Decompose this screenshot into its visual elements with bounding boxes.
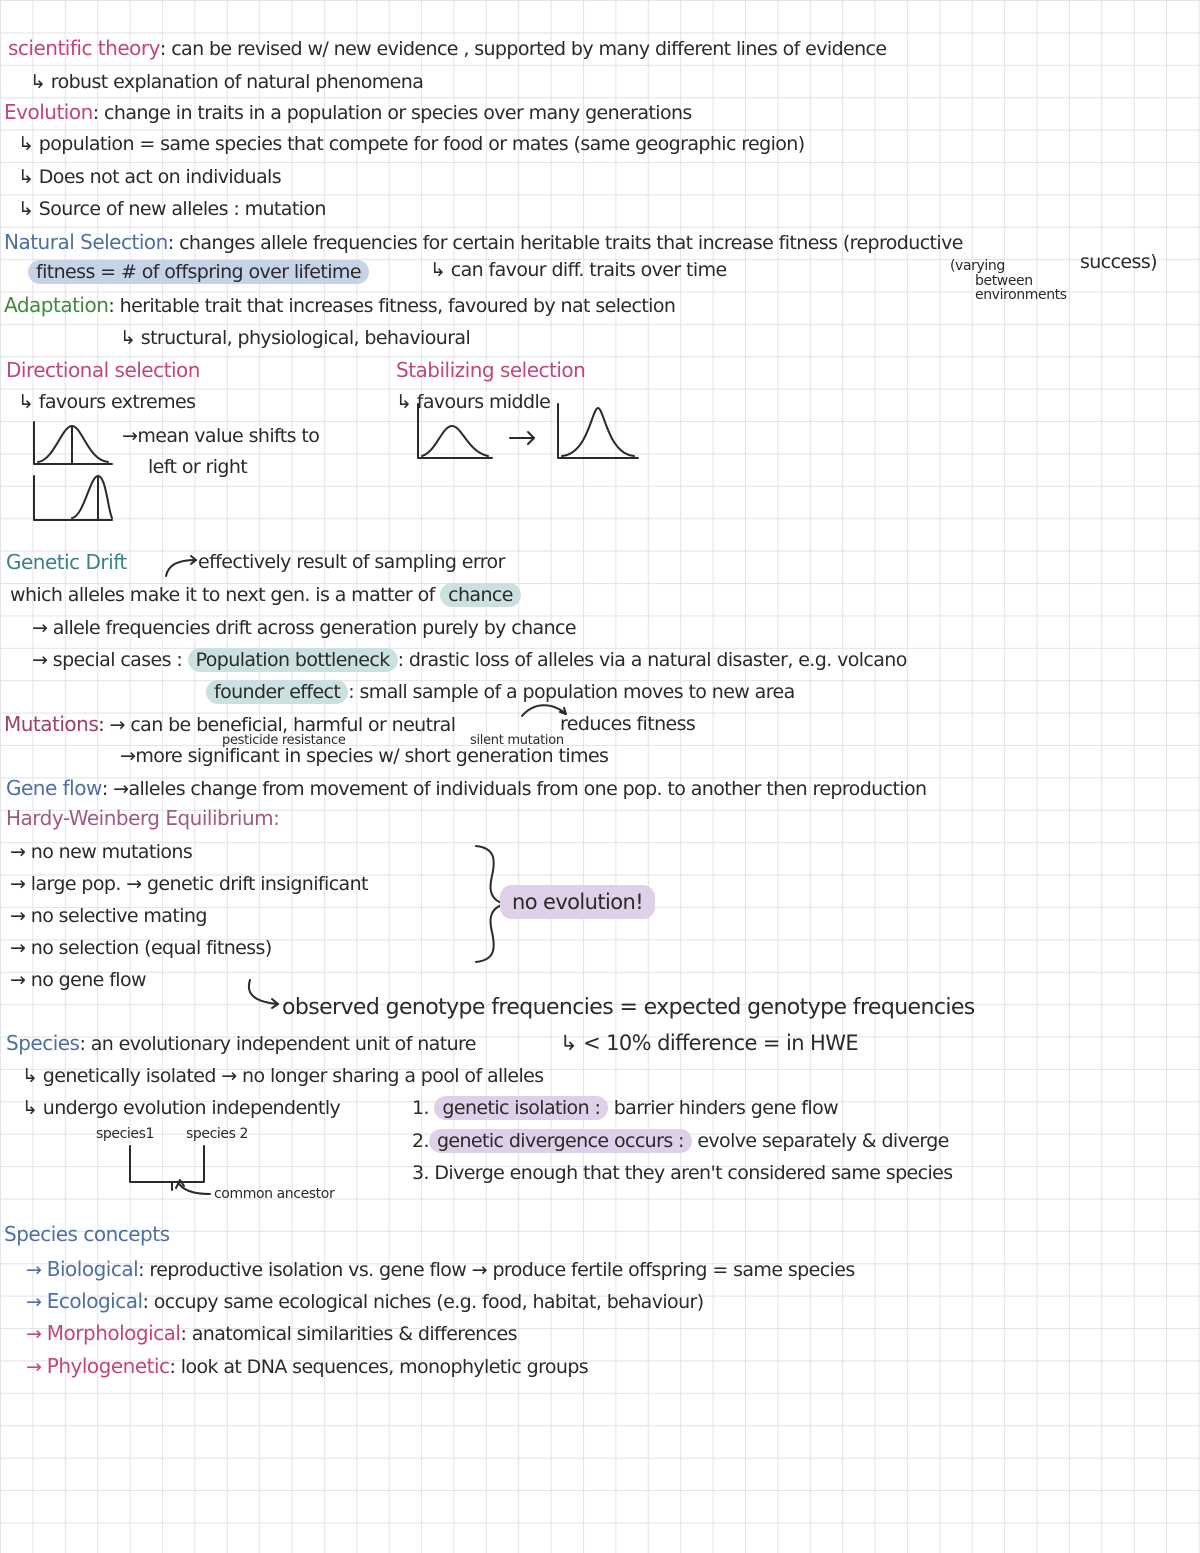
species-sub-2: ↳ undergo evolution independently: [22, 1097, 341, 1119]
adaptation-line: Adaptation: heritable trait that increases fitness, favoured by nat selection: [4, 293, 676, 317]
sep: :: [159, 38, 166, 60]
no-evolution-line: [500, 890, 655, 915]
pesticide-resistance-note: pesticide resistance: [222, 733, 346, 748]
hwe-condition-2: → large pop. → genetic drift insignificant: [10, 873, 368, 895]
scientific-theory-line: [8, 36, 887, 61]
sub-arrow-icon: ↳: [22, 1065, 38, 1087]
bottleneck-highlight: Population bottleneck: [188, 648, 398, 672]
species1-label: species1: [96, 1126, 154, 1142]
directional-selection-title: Directional selection: [6, 358, 200, 382]
gene-flow-term: Gene flow: [6, 776, 102, 800]
directional-sub: ↳ favours extremes: [18, 391, 196, 413]
arrow-icon: →: [10, 905, 26, 927]
arrow-icon: →: [26, 1356, 42, 1378]
directional-note: →mean value shifts to: [122, 425, 320, 447]
bottleneck-definition: : drastic loss of alleles via a natural disaster, e.g. volcano: [397, 649, 907, 671]
scientific-theory-definition: can be revised w/ new evidence , supported by many different lines of evidence: [171, 38, 887, 60]
sub-arrow-icon: ↳: [430, 259, 446, 281]
arrow-icon: →: [32, 617, 48, 639]
mutations-line: Mutations: → can be beneficial, harmful or neutral: [4, 712, 456, 736]
biological-term: Biological: [46, 1257, 139, 1281]
environments-note: environments: [975, 287, 1067, 303]
hwe-condition-1: → no new mutations: [10, 841, 193, 863]
morphological-term: Morphological: [46, 1321, 181, 1345]
stabilizing-selection-title: Stabilizing selection: [396, 358, 586, 382]
adaptation-term: Adaptation: [4, 293, 109, 317]
ecological-term: Ecological: [46, 1289, 143, 1313]
drift-annotation: effectively result of sampling error: [198, 551, 505, 573]
sub-arrow-icon: ↳: [18, 133, 34, 155]
evolution-definition: change in traits in a population or species over many generations: [104, 102, 692, 124]
sub-arrow-icon: ↳: [30, 71, 46, 93]
sub-arrow-icon: ↳: [18, 391, 34, 413]
drift-line-2: → allele frequencies drift across generation purely by chance: [32, 617, 576, 639]
natural-selection-definition: changes allele frequencies for certain heritable traits that increase fitness (reproductive: [179, 232, 963, 254]
species-step-2: 2. genetic divergence occurs : evolve separately & diverge: [412, 1130, 949, 1152]
arrow-icon: →: [10, 873, 26, 895]
no-evolution-highlight: no evolution!: [500, 885, 655, 919]
reduces-fitness-note: reduces fitness: [560, 713, 696, 735]
natural-selection-term: Natural Selection: [4, 230, 168, 254]
species-step-1: 1. genetic isolation : barrier hinders gene flow: [412, 1097, 839, 1119]
arrow-icon: →: [10, 969, 26, 991]
founder-definition: : small sample of a population moves to new area: [348, 681, 795, 703]
genetic-isolation-highlight: genetic isolation :: [434, 1096, 608, 1120]
arrow-icon: →: [26, 1291, 42, 1313]
arrow-icon: →: [26, 1323, 42, 1345]
evolution-sub-population: ↳ population = same species that compete for food or mates (same geographic region): [18, 133, 805, 155]
scientific-theory-sub: ↳ robust explanation of natural phenomena: [30, 71, 424, 93]
arrow-icon: →: [109, 714, 125, 736]
concept-biological: → Biological: reproductive isolation vs. gene flow → produce fertile offspring = same species: [26, 1257, 855, 1281]
sub-arrow-icon: ↳: [120, 327, 136, 349]
drift-special-cases: → special cases : Population bottleneck : drastic loss of alleles via a natural disaster, e.g. volcano: [32, 649, 907, 671]
species-term: Species: [6, 1031, 80, 1055]
hwe-condition-4: → no selection (equal fitness): [10, 937, 272, 959]
evolution-sub-alleles: ↳ Source of new alleles : mutation: [18, 198, 326, 220]
arrow-icon: →: [10, 937, 26, 959]
evolution-sub-individuals: ↳ Does not act on individuals: [18, 166, 282, 188]
stabilizing-curve-sketch: [412, 400, 652, 465]
species2-label: species 2: [186, 1126, 249, 1142]
hwe-observed-expected: observed genotype frequencies = expected genotype frequencies: [282, 995, 975, 1020]
arrow-icon: →: [32, 649, 48, 671]
between-note: between: [975, 273, 1033, 289]
sub-arrow-icon: ↳: [18, 198, 34, 220]
species-aside: ↳ < 10% difference = in HWE: [560, 1031, 859, 1055]
fitness-highlight: fitness = # of offspring over lifetime: [28, 260, 369, 284]
evolution-term: Evolution: [4, 100, 93, 124]
hwe-result-arrow: [244, 978, 284, 1010]
founder-highlight: founder effect: [206, 680, 348, 704]
hwe-condition-3: → no selective mating: [10, 905, 207, 927]
stabilizing-sub: ↳ favours middle: [396, 391, 551, 413]
mutations-line-2: →more significant in species w/ short generation times: [120, 745, 609, 767]
sub-arrow-icon: ↳: [22, 1097, 38, 1119]
directional-note-2: left or right: [148, 456, 248, 478]
arrow-icon: →: [120, 745, 136, 767]
natural-selection-definition-end: success): [1080, 251, 1157, 273]
common-ancestor-label: common ancestor: [214, 1186, 335, 1202]
silent-mutation-note: silent mutation: [470, 733, 564, 748]
arrow-icon: →: [26, 1259, 42, 1281]
favour-diff-traits: ↳ can favour diff. traits over time: [430, 259, 727, 281]
sub-arrow-icon: ↳: [396, 391, 412, 413]
phylogenetic-term: Phylogenetic: [46, 1354, 170, 1378]
adaptation-definition: heritable trait that increases fitness, favoured by nat selection: [119, 295, 676, 317]
sub-arrow-icon: ↳: [560, 1031, 577, 1055]
arrow-icon: →: [122, 425, 138, 447]
chance-highlight: chance: [440, 583, 521, 607]
scientific-theory-term: scientific theory: [8, 36, 160, 60]
drift-line-1: which alleles make it to next gen. is a matter of chance: [10, 583, 521, 607]
fitness-line: [28, 260, 369, 284]
arrow-icon: →: [10, 841, 26, 863]
founder-effect-line: [206, 680, 795, 704]
sub-arrow-icon: ↳: [18, 166, 34, 188]
concept-morphological: → Morphological: anatomical similarities & differences: [26, 1321, 517, 1345]
species-sub-1: ↳ genetically isolated → no longer sharing a pool of alleles: [22, 1065, 544, 1087]
species-definition: an evolutionary independent unit of nature: [90, 1033, 476, 1055]
hwe-condition-5: → no gene flow: [10, 969, 146, 991]
adaptation-sub: ↳ structural, physiological, behavioural: [120, 327, 471, 349]
natural-selection-line: Natural Selection: changes allele frequencies for certain heritable traits that increase fitness (reproductive: [4, 230, 963, 254]
species-concepts-title: Species concepts: [4, 1222, 170, 1246]
species-step-3: 3. Diverge enough that they aren't considered same species: [412, 1162, 953, 1184]
gene-flow-line: Gene flow: →alleles change from movement of individuals from one pop. to another then reproduction: [6, 776, 927, 800]
hwe-term: Hardy-Weinberg Equilibrium: [6, 806, 274, 830]
genetic-drift-term: Genetic Drift: [6, 550, 127, 574]
concept-phylogenetic: → Phylogenetic: look at DNA sequences, monophyletic groups: [26, 1354, 589, 1378]
hwe-title: Hardy-Weinberg Equilibrium:: [6, 806, 280, 830]
mutations-term: Mutations: [4, 712, 99, 736]
species-line: Species: an evolutionary independent unit of nature: [6, 1031, 476, 1055]
genetic-divergence-highlight: genetic divergence occurs :: [429, 1129, 692, 1153]
drift-annotation-arrow: [162, 554, 202, 580]
directional-curve-sketch: [28, 420, 118, 525]
arrow-icon: →: [113, 778, 129, 800]
evolution-line: Evolution: change in traits in a population or species over many generations: [4, 100, 692, 124]
varying-note: (varying: [950, 258, 1005, 274]
concept-ecological: → Ecological: occupy same ecological niches (e.g. food, habitat, behaviour): [26, 1289, 704, 1313]
